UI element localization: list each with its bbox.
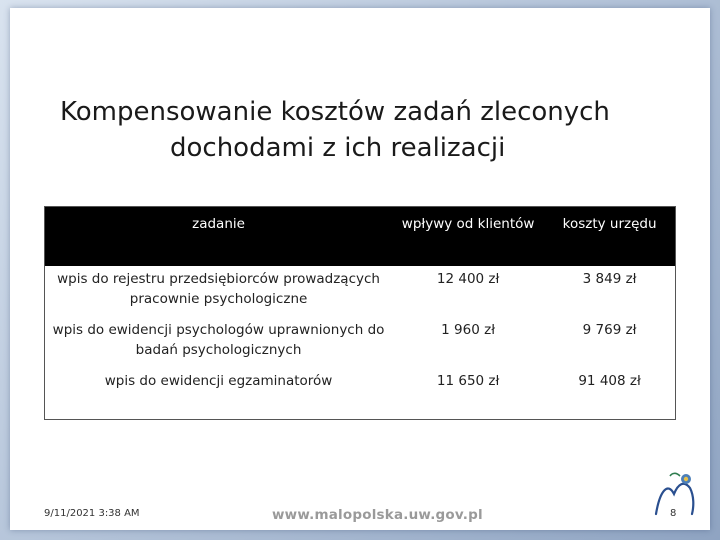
footer-date: 9/11/2021 3:38 AM — [44, 508, 140, 519]
title-line-2: dochodami z ich realizacji — [170, 133, 506, 163]
cell-task: wpis do ewidencji egzaminatorów — [104, 373, 333, 389]
slide — [10, 8, 710, 530]
cell-cost: 9 769 zł — [582, 322, 637, 338]
cell-task: wpis do ewidencji psychologów uprawnionych do badań psychologicznych — [52, 322, 385, 358]
table-row — [45, 317, 676, 368]
table-header-row — [45, 207, 676, 267]
cell-cost: 91 408 zł — [578, 373, 641, 389]
table-row — [45, 368, 676, 420]
footer-url[interactable]: www.malopolska.uw.gov.pl — [272, 507, 483, 523]
header-income: wpływy od klientów — [392, 207, 544, 267]
costs-table — [44, 206, 676, 420]
header-cost: koszty urzędu — [544, 207, 675, 267]
title-line-1: Kompensowanie kosztów zadań zleconych — [60, 97, 610, 127]
header-task: zadanie — [45, 207, 393, 267]
table-row — [45, 266, 676, 317]
cell-task: wpis do rejestru przedsiębiorców prowadzących pracownie psychologiczne — [57, 271, 380, 307]
page-number: 8 — [670, 508, 677, 519]
cell-income: 1 960 zł — [441, 322, 496, 338]
slide-title — [10, 94, 680, 166]
cell-income: 12 400 zł — [436, 271, 500, 287]
cell-income: 11 650 zł — [436, 373, 500, 389]
cell-cost: 3 849 zł — [582, 271, 637, 287]
